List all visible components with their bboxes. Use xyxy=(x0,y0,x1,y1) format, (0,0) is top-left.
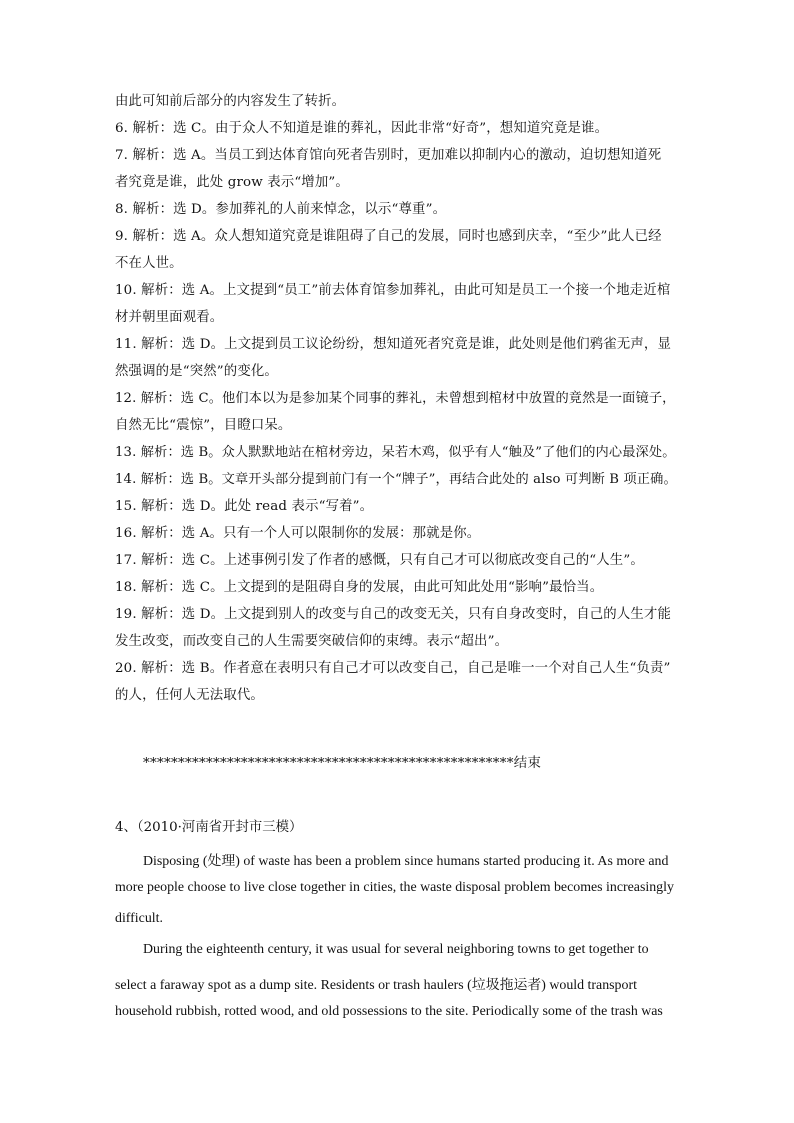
answer-line: 8. 解析：选 D。参加葬礼的人前来悼念，以示“尊重”。 xyxy=(115,202,447,217)
passage-line: During the eighteenth century, it was usual for several neighboring towns to get together to xyxy=(143,942,649,957)
answer-line: 12. 解析：选 C。他们本以为是参加某个同事的葬礼，未曾想到棺材中放置的竟然是一面镜子， xyxy=(115,391,676,406)
answer-line: 18. 解析：选 C。上文提到的是阻碍自身的发展，由此可知此处用“影响”最恰当。 xyxy=(115,580,604,595)
end-marker: *****************************************************结束 xyxy=(143,756,542,771)
passage-line: difficult. xyxy=(115,911,163,926)
answer-line: 17. 解析：选 C。上述事例引发了作者的感慨，只有自己才可以彻底改变自己的“人生”。 xyxy=(115,553,644,568)
answer-line: 16. 解析：选 A。只有一个人可以限制你的发展：那就是你。 xyxy=(115,526,481,541)
answer-line: 9. 解析：选 A。众人想知道究竟是谁阻碍了自己的发展，同时也感到庆幸，“至少”此人已经 xyxy=(115,229,662,244)
answer-line: 19. 解析：选 D。上文提到别人的改变与自己的改变无关，只有自身改变时，自己的人生才能 xyxy=(115,607,671,622)
passage-line: select a faraway spot as a dump site. Residents or trash haulers (垃圾拖运者) would transport xyxy=(115,978,637,993)
answer-line: 由此可知前后部分的内容发生了转折。 xyxy=(115,94,346,109)
answer-line: 7. 解析：选 A。当员工到达体育馆向死者告别时，更加难以抑制内心的激动，迫切想知道死 xyxy=(115,148,662,163)
answer-line: 6. 解析：选 C。由于众人不知道是谁的葬礼，因此非常“好奇”，想知道究竟是谁。 xyxy=(115,121,609,136)
answer-line: 不在人世。 xyxy=(115,256,183,271)
answer-line: 的人，任何人无法取代。 xyxy=(115,688,264,703)
answer-line: 15. 解析：选 D。此处 read 表示“写着”。 xyxy=(115,499,374,514)
answer-line: 自然无比“震惊”，目瞪口呆。 xyxy=(115,418,292,433)
passage-line: household rubbish, rotted wood, and old possessions to the site. Periodically some of the trash was xyxy=(115,1004,663,1019)
passage-line: Disposing (处理) of waste has been a problem since humans started producing it. As more and xyxy=(143,854,669,869)
answer-line: 材并朝里面观看。 xyxy=(115,310,224,325)
answer-line: 者究竟是谁，此处 grow 表示“增加”。 xyxy=(115,175,349,190)
answer-line: 发生改变，而改变自己的人生需要突破信仰的束缚。表示“超出”。 xyxy=(115,634,509,649)
answer-line: 10. 解析：选 A。上文提到“员工”前去体育馆参加葬礼，由此可知是员工一个接一个地走近棺 xyxy=(115,283,671,298)
answer-line: 13. 解析：选 B。众人默默地站在棺材旁边，呆若木鸡，似乎有人“触及”了他们的内心最深处。 xyxy=(115,445,676,460)
section-heading: 4、（2010·河南省开封市三模） xyxy=(115,820,303,835)
answer-line: 20. 解析：选 B。作者意在表明只有自己才可以改变自己，自己是唯一一个对自己人生“负责” xyxy=(115,661,671,676)
answer-line: 11. 解析：选 D。上文提到员工议论纷纷，想知道死者究竟是谁，此处则是他们鸦雀无声，显 xyxy=(115,337,671,352)
answer-line: 14. 解析：选 B。文章开头部分提到前门有一个“牌子”，再结合此处的 also 可判断 B 项正确。 xyxy=(115,472,677,487)
answer-line: 然强调的是“突然”的变化。 xyxy=(115,364,278,379)
passage-line: more people choose to live close together in cities, the waste disposal problem becomes increasingly xyxy=(115,880,674,895)
